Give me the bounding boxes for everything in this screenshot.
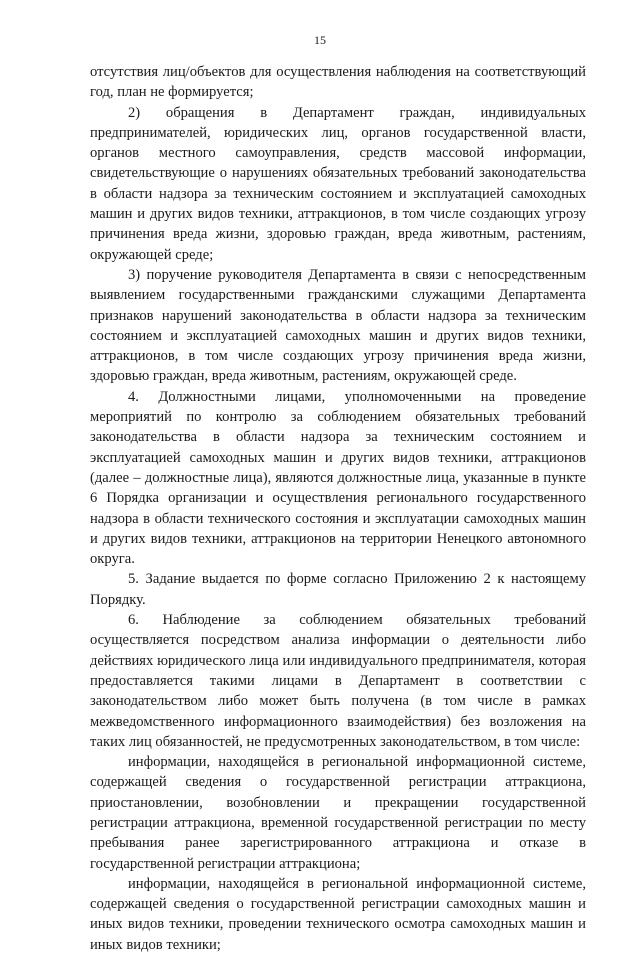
paragraph-section-6: 6. Наблюдение за соблюдением обязательных требований осуществляется посредством анализа информации о деятельности либо действиях юридического лица или индивидуального предпринимателя, которая предоставляется такими лицами в Департамент в соответствии с законодательством либо может быть получена (в том числе в рамках межведомственного информационного взаимодействия) без возложения на таких лиц обязанностей, не предусмотренных законодательством, в том числе: [90,612,586,750]
document-body [90,62,586,955]
paragraph-section-5: 5. Задание выдается по форме согласно Приложению 2 к настоящему Порядку. [90,571,586,608]
paragraph-info-machines: информации, находящейся в региональной информационной системе, содержащей сведения о государственной регистрации самоходных машин и иных видов техники, проведении технического осмотра самоходных машин и иных видов техники; [90,875,586,953]
paragraph-info-attractions: информации, находящейся в региональной информационной системе, содержащей сведения о государственной регистрации аттракциона, приостановлении, возобновлении и прекращении государственной регистрации аттракциона, временной государственной регистрации по месту пребывания ранее зарегистрированного аттракциона и отказе в государственной регистрации аттракциона; [90,754,586,872]
paragraph-item-3: 3) поручение руководителя Департамента в связи с непосредственным выявлением государственными гражданскими служащими Департамента признаков нарушений законодательства в области надзора за техническим состоянием и эксплуатацией самоходных машин и других видов техники, аттракционов, в том числе создающих угрозу причинения вреда жизни, здоровью граждан, вреда животным, растениям, окружающей среде. [90,266,586,385]
paragraph-item-2: 2) обращения в Департамент граждан, индивидуальных предпринимателей, юридических лиц, органов государственной власти, органов местного самоуправления, средств массовой информации, свидетельствующие о нарушениях обязательных требований законодательства в области надзора за техническим состоянием и эксплуатацией самоходных машин и других видов техники, аттракционов, в том числе создающих угрозу причинения вреда жизни, здоровью граждан, вреда животным, растениям, окружающей среде; [90,104,586,263]
page-number: 15 [314,33,326,47]
paragraph-section-4: 4. Должностными лицами, уполномоченными на проведение мероприятий по контролю за соблюдением обязательных требований законодательства в области надзора за техническим состоянием и эксплуатацией самоходных машин и других видов техники, аттракционов (далее – должностные лица), являются должностные лица, указанные в пункте 6 Порядка организации и осуществления регионального государственного надзора в области технического состояния и эксплуатации самоходных машин и других видов техники, аттракционов на территории Ненецкого автономного округа. [90,388,586,568]
paragraph-continuation: отсутствия лиц/объектов для осуществления наблюдения на соответствующий год, план не формируется; [90,64,586,101]
